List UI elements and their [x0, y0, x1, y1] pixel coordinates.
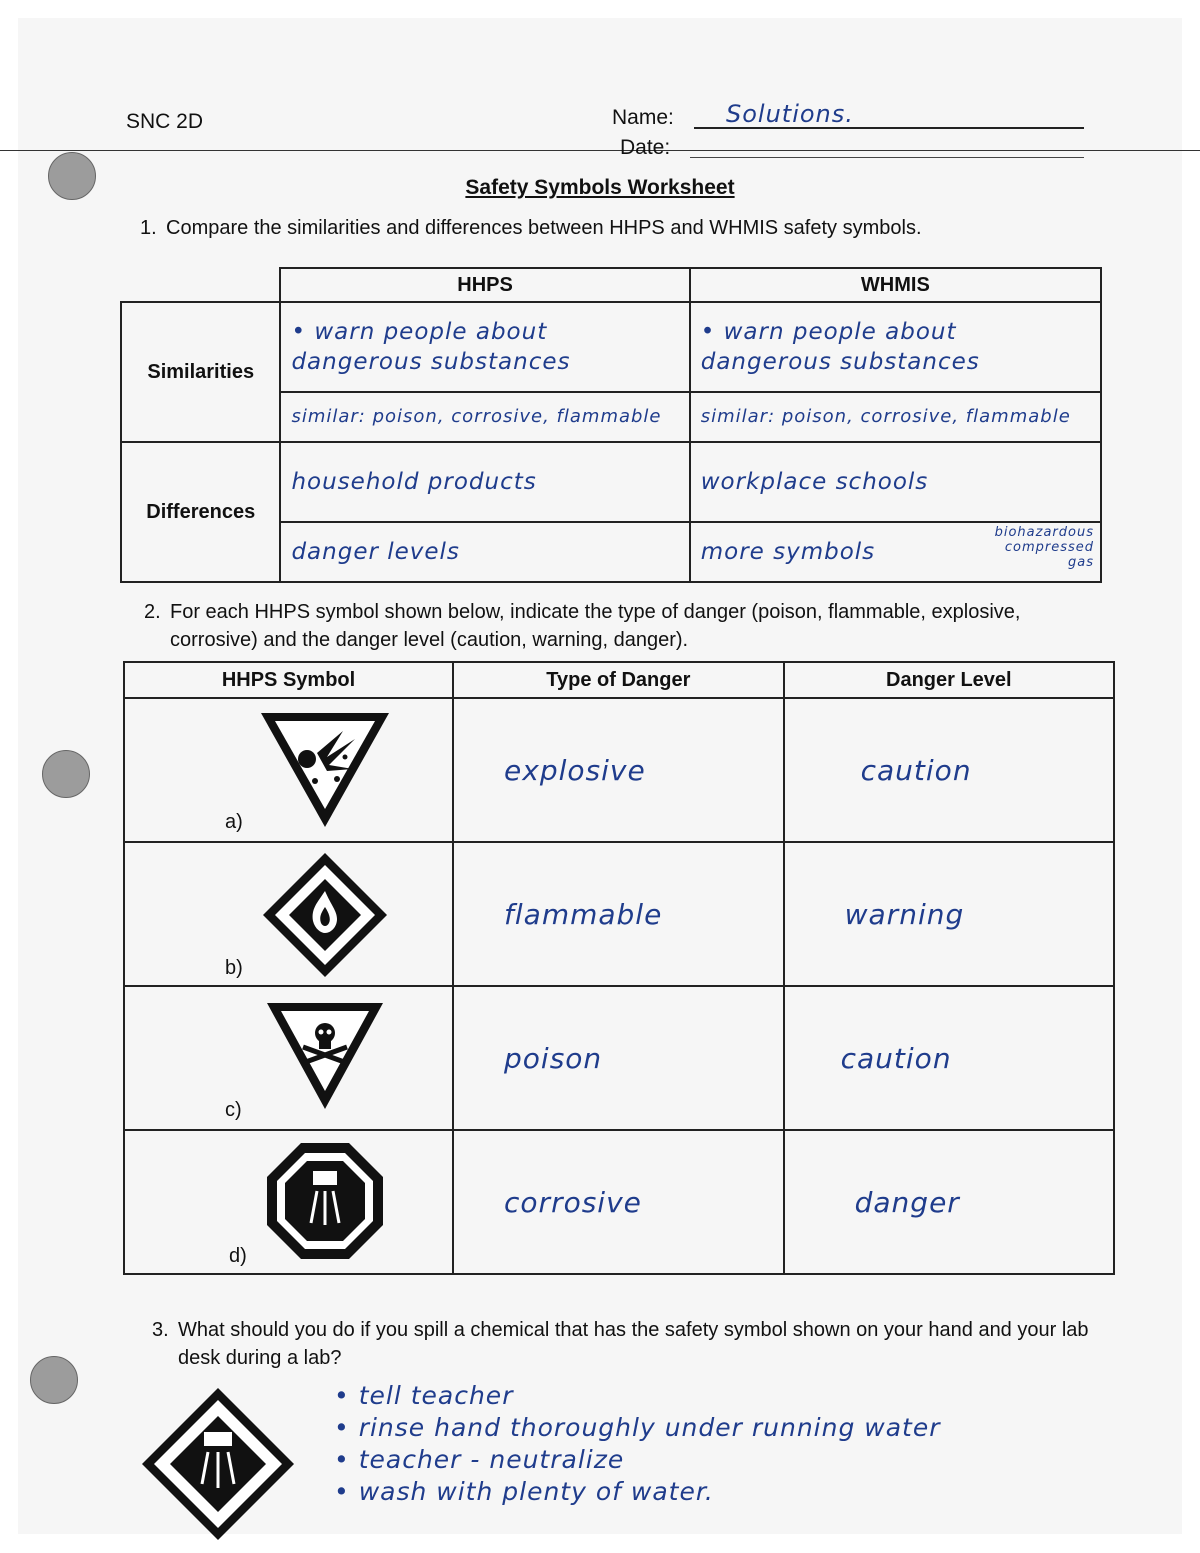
col-hhps: HHPS — [280, 268, 689, 302]
sim-hhps-1: • warn people about dangerous substances — [280, 302, 689, 392]
question-1 — [140, 214, 1026, 242]
symbol-row — [124, 986, 1114, 1130]
explosive-triangle-icon — [257, 709, 393, 833]
corrosive-octagon-icon — [265, 1141, 385, 1261]
corrosive-diamond-icon — [140, 1386, 296, 1542]
symbol-letter: a) — [225, 811, 243, 833]
type-of-danger-answer: corrosive — [453, 1130, 784, 1274]
type-of-danger-answer: poison — [453, 986, 784, 1130]
poison-triangle-icon — [263, 999, 387, 1115]
danger-level-answer: warning — [784, 842, 1114, 986]
symbol-cell — [124, 842, 453, 986]
q3-answer: • teacher - neutralize — [334, 1445, 625, 1474]
col-whmis: WHMIS — [690, 268, 1101, 302]
diff-whmis-1: workplace schools — [690, 442, 1101, 522]
question-1-text: Compare the similarities and differences between HHPS and WHMIS safety symbols. — [166, 217, 922, 239]
diff-whmis-2: more symbols — [700, 539, 876, 565]
symbol-cell — [124, 986, 453, 1130]
hhps-symbols-table — [123, 661, 1115, 1275]
q3-answer: • tell teacher — [334, 1381, 514, 1410]
symbol-row — [124, 842, 1114, 986]
q3-answer: • wash with plenty of water. — [334, 1477, 714, 1506]
diff-whmis-2-note: biohazardous compressed gas — [994, 525, 1094, 570]
name-label: Name: — [612, 106, 674, 129]
symbol-letter: d) — [229, 1245, 247, 1267]
col-type-of-danger: Type of Danger — [453, 662, 784, 698]
date-label: Date: — [620, 136, 671, 159]
sim-whmis-2: similar: poison, corrosive, flammable — [690, 392, 1101, 442]
q3-answer: • rinse hand thoroughly under running water — [334, 1413, 941, 1442]
symbol-letter: c) — [225, 1099, 242, 1121]
symbol-cell — [124, 698, 453, 842]
sim-whmis-1: • warn people about dangerous substances — [690, 302, 1101, 392]
worksheet-title: Safety Symbols Worksheet — [465, 176, 735, 199]
row-differences: Differences — [121, 442, 280, 582]
question-2 — [144, 598, 1070, 654]
comparison-table — [120, 267, 1102, 583]
date-line — [690, 157, 1084, 158]
symbol-cell — [124, 1130, 453, 1274]
punch-hole-middle — [42, 750, 90, 798]
type-of-danger-answer: explosive — [453, 698, 784, 842]
col-hhps-symbol: HHPS Symbol — [124, 662, 453, 698]
symbol-row — [124, 1130, 1114, 1274]
punch-hole-bottom — [30, 1356, 78, 1404]
danger-level-answer: caution — [784, 698, 1114, 842]
question-2-text: For each HHPS symbol shown below, indicate the type of danger (poison, flammable, explosive, corrosive) and the danger level (caution, warning, danger). — [170, 601, 1021, 651]
question-2-number: 2. — [144, 601, 161, 623]
q3-answers — [334, 1380, 1114, 1508]
question-3-text: What should you do if you spill a chemical that has the safety symbol shown on your hand and your lab desk during a lab? — [178, 1319, 1089, 1369]
name-value: Solutions. — [726, 100, 854, 128]
question-3 — [152, 1316, 1108, 1372]
question-1-number: 1. — [140, 217, 157, 239]
diff-whmis-2-cell — [690, 522, 1101, 582]
type-of-danger-answer: flammable — [453, 842, 784, 986]
course-code: SNC 2D — [126, 110, 204, 133]
symbol-row — [124, 698, 1114, 842]
header-rule — [0, 150, 1200, 151]
row-similarities: Similarities — [121, 302, 280, 442]
symbol-letter: b) — [225, 957, 243, 979]
col-danger-level: Danger Level — [784, 662, 1114, 698]
sim-hhps-2: similar: poison, corrosive, flammable — [280, 392, 689, 442]
danger-level-answer: caution — [784, 986, 1114, 1130]
diff-hhps-2: danger levels — [280, 522, 689, 582]
diff-hhps-1: household products — [280, 442, 689, 522]
danger-level-answer: danger — [784, 1130, 1114, 1274]
question-3-number: 3. — [152, 1319, 169, 1341]
flammable-diamond-icon — [261, 851, 389, 979]
